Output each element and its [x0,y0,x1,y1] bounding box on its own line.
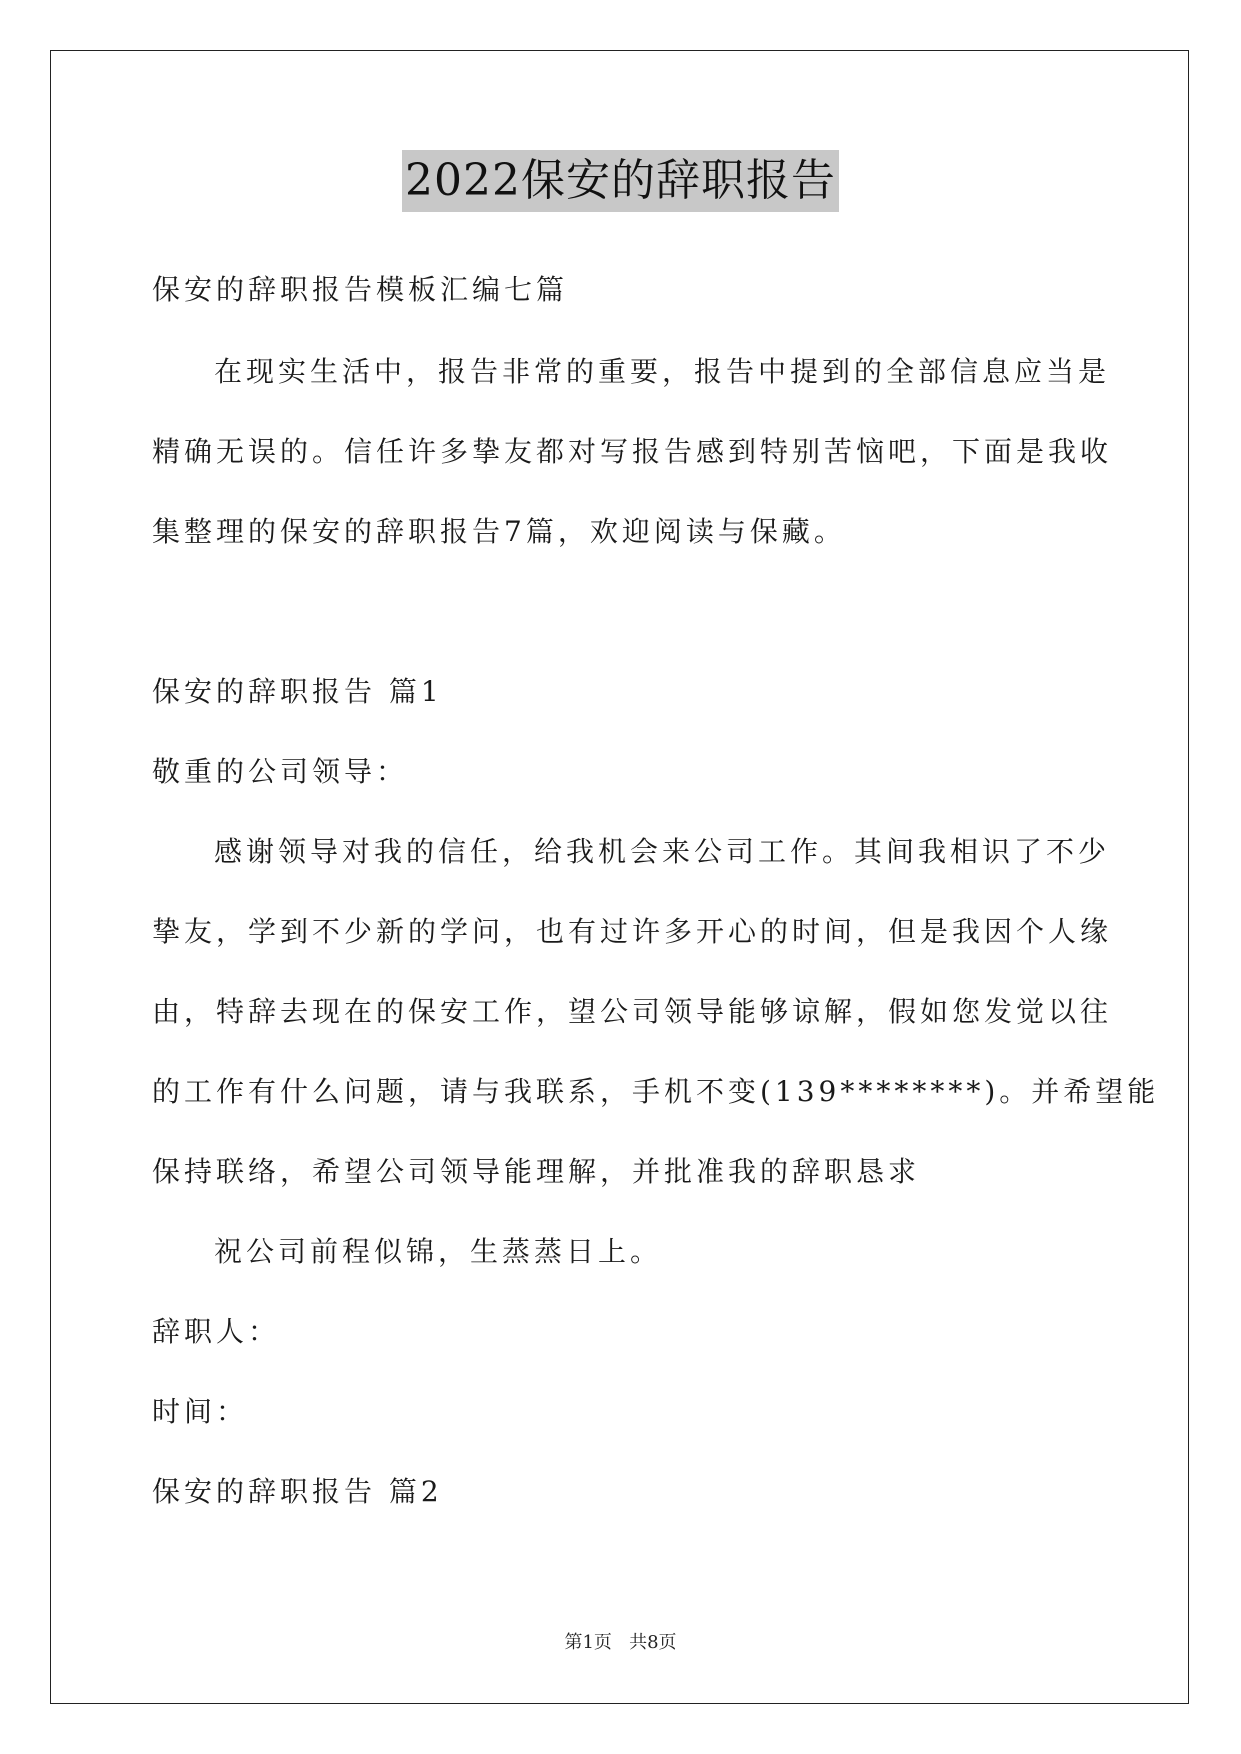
date-label: 时间： [152,1395,249,1428]
document-title: 2022保安的辞职报告 [402,150,839,212]
document-subtitle: 保安的辞职报告模板汇编七篇 [152,273,569,306]
title-container [0,150,1241,212]
body-line: 由，特辞去现在的保安工作，望公司领导能够谅解，假如您发觉以往 [152,995,1113,1028]
intro-line: 集整理的保安的辞职报告7篇，欢迎阅读与保藏。 [152,515,846,548]
section-heading: 保安的辞职报告 篇2 [152,1475,443,1508]
salutation: 敬重的公司领导： [152,755,409,788]
section-heading: 保安的辞职报告 篇1 [152,675,443,708]
body-line: 保持联络，希望公司领导能理解，并批准我的辞职恳求 [152,1155,921,1188]
intro-line: 在现实生活中，报告非常的重要，报告中提到的全部信息应当是 [214,355,1111,388]
page-footer: 第1页 共8页 [564,1632,677,1653]
body-line: 挚友，学到不少新的学问，也有过许多开心的时间，但是我因个人缘 [152,915,1113,948]
closing-line: 祝公司前程似锦，生蒸蒸日上。 [214,1235,663,1268]
intro-line: 精确无误的。信任许多挚友都对写报告感到特别苦恼吧，下面是我收 [152,435,1113,468]
resigner-label: 辞职人： [152,1315,281,1348]
body-line: 感谢领导对我的信任，给我机会来公司工作。其间我相识了不少 [214,835,1111,868]
body-line: 的工作有什么问题，请与我联系，手机不变(139********)。并希望能 [152,1075,1160,1108]
